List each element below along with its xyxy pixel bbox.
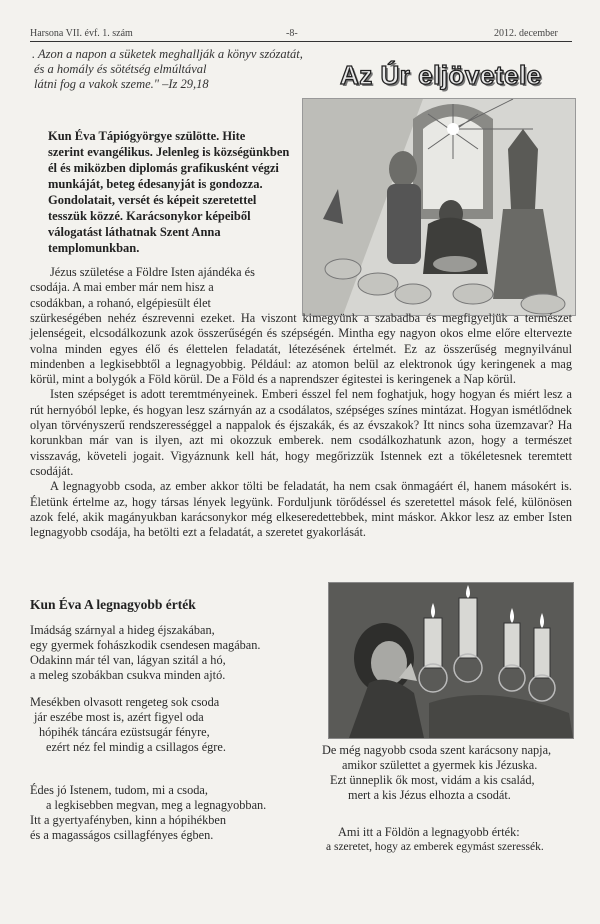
header-rule xyxy=(30,41,572,42)
poem-left-stanza-2 xyxy=(30,695,226,755)
intro-line: válogatást láthatnak Szent Anna xyxy=(48,225,221,239)
epigraph-quote xyxy=(32,47,303,92)
praying-child-illustration xyxy=(328,582,574,739)
poem-title: Kun Éva A legnagyobb érték xyxy=(30,597,196,612)
poem-line: egy gyermek fohászkodik csendesen magában. xyxy=(30,638,261,652)
text-line: Jézus születése a Földre Isten ajándéka és xyxy=(50,265,255,279)
poem-line: jár eszébe most is, azért figyel oda xyxy=(34,710,204,724)
poem-line: a meleg szobákban csukva minden ajtó. xyxy=(30,668,226,682)
text-line: csodája. A mai ember már nem hisz a xyxy=(30,280,214,295)
poem-right-stanza-2 xyxy=(326,825,544,855)
poem-line: hópihék táncára ezüstsugár fényre, xyxy=(39,725,210,739)
intro-line: tesszük közzé. Karácsonykor képeiből xyxy=(48,209,251,223)
poem-line: ezért néz fel mindig a csillagos égre. xyxy=(46,740,226,754)
poem-line: a szeretet, hogy az emberek egymást szeressék. xyxy=(326,841,544,853)
poem-line: Ami itt a Földön a legnagyobb érték: xyxy=(338,825,520,839)
intro-line: Kun Éva Tápiógyörgye szülötte. Hite xyxy=(48,129,246,143)
header-left: Harsona VII. évf. 1. szám xyxy=(30,28,133,39)
article-title: Az Úr eljövetele xyxy=(340,60,542,90)
text-line: csodákban, a rohanó, elgépiesült élet xyxy=(30,295,211,310)
paragraph-2: Isten szépséget is adott teremtményeinek. Emberi ésszel fel nem foghatjuk, hogy hogyan és miért lesz a rút hernyóból lepke, és hogyan lesz szárnyán az a csodálatos, szépséges színes mintázat. Hogyan ismétlődnek olyan törvényszerű rendszerességgel a nappalok és éjszakák, és az évszakok? Itt nincs soha üzemzavar? Ha korunkban már van is ilyen, azt mi okozzuk emberek. nem csodálkozhatunk azon, hogy a természet visszavág, követeli jogait. Vigyáznunk kell hát, hogy megőrizzük Istennek ezt a tökéletesnek teremtett csodáját. xyxy=(30,387,572,478)
poem-line: De még nagyobb csoda szent karácsony napja, xyxy=(322,743,552,757)
poem-line: amikor születtet a gyermek kis Jézuska. xyxy=(342,758,538,772)
poem-line: és a magasságos csillagfényes égben. xyxy=(30,828,214,842)
header-date: 2012. december xyxy=(494,28,558,39)
quote-line: és a homály és sötétség elmúltával xyxy=(34,62,207,76)
poem-line: a legkisebben megvan, meg a legnagyobban. xyxy=(46,798,267,812)
poem-right-stanza-1 xyxy=(322,743,551,803)
poem-line: Ezt ünneplik ők most, vidám a kis család, xyxy=(330,773,535,787)
intro-line: munkáját, beteg édesanyját is gondozza. xyxy=(48,177,263,191)
paragraph-1-rest: szürkeségében nehéz észrevenni ezeket. Ha viszont kimegyünk a szabadba és megfigyeljük a természet jelenségeit, elcsodálkozunk azok összerűségén és szépségén. Mintha egy nagyon okos elme előre eltervezte volna minden egyes élő és élettelen feladatát, létezésének értelmét. Ez az összerűség megnyilvánul mindenben a legkisebbtől a legnagyobbig. Például: az atomon belül az elektronok úgy keringenek a mag körül, mint a bolygók a Föld körül. De a Föld és a naprendszer égitestei is keringenek a Nap körül. xyxy=(30,311,572,387)
paragraph-3: A legnagyobb csoda, az ember akkor tölti be feladatát, ha nem csak önmagáért él, hanem másokért is. Életünk értelme az, hogy társas lények legyünk. Forduljunk törődéssel és szeretettel mások felé, különösen azok felé, akik magányukban karácsonykor még elkeseredettebbek, mint máskor. Akkor lesz az ember Isten legnagyobb csodája, ha betölti ezt a feladatát, a szeretet gyakorlását. xyxy=(30,479,572,540)
author-intro xyxy=(48,128,300,256)
quote-line: . Azon a napon a süketek meghallják a könyv szózatát, xyxy=(32,47,303,61)
body-text xyxy=(30,311,572,540)
nativity-illustration xyxy=(302,98,576,316)
poem-left-stanza-3 xyxy=(30,783,266,843)
page-number: -8- xyxy=(286,28,298,39)
intro-line: él és miközben diplomás grafikusként végzi xyxy=(48,161,279,175)
poem-line: Édes jó Istenem, tudom, mi a csoda, xyxy=(30,783,208,797)
poem-left-stanza-1 xyxy=(30,623,260,683)
intro-line: templomunkban. xyxy=(48,241,140,255)
poem-line: Mesékben olvasott rengeteg sok csoda xyxy=(30,695,220,709)
poem-line: Odakinn már tél van, lágyan szitál a hó, xyxy=(30,653,226,667)
quote-line: látni fog a vakok szeme." –Iz 29,18 xyxy=(34,77,209,91)
poem-line: Itt a gyertyafényben, kinn a hópihékben xyxy=(30,813,226,827)
intro-line: szerint evangélikus. Jelenleg is községünkben xyxy=(48,145,290,159)
poem-line: mert a kis Jézus elhozta a csodát. xyxy=(348,788,511,802)
paragraph-1-start xyxy=(30,265,300,311)
intro-line: Gondolatait, versét és képeit szeretettel xyxy=(48,193,257,207)
poem-line: Imádság szárnyal a hideg éjszakában, xyxy=(30,623,215,637)
